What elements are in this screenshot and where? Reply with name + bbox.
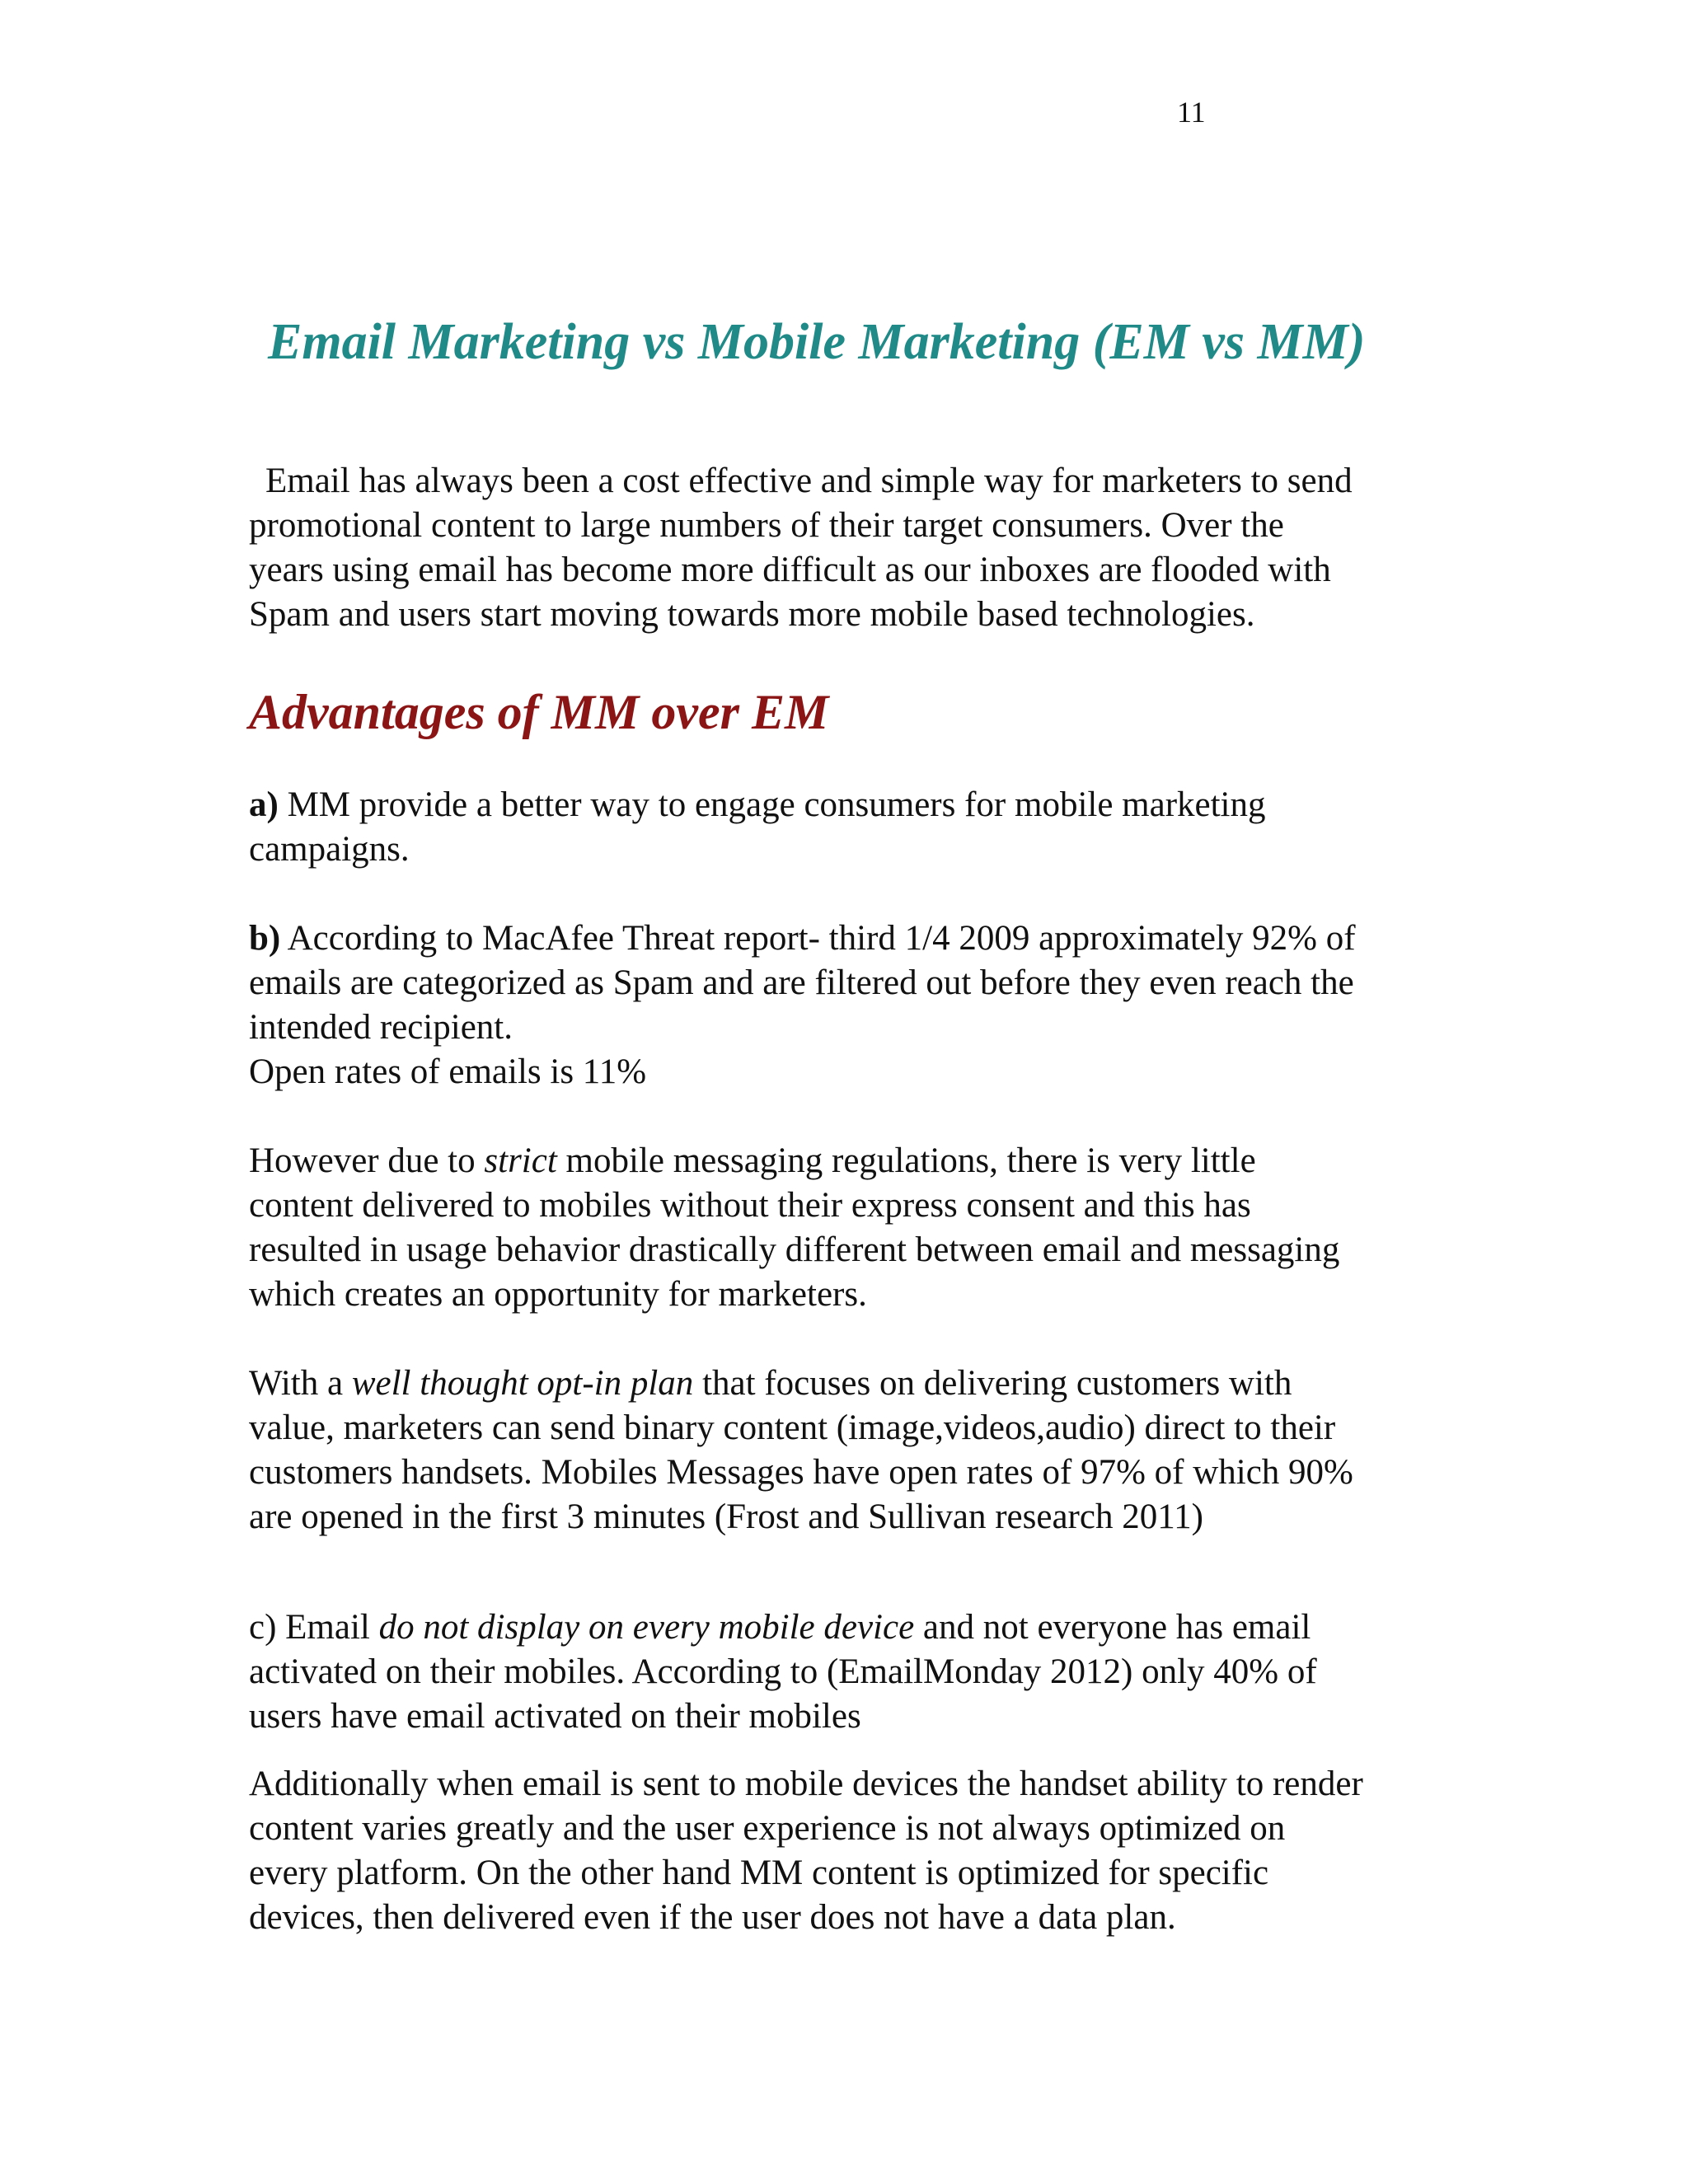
regulations-line (249, 1139, 1452, 1183)
emphasis-display: do not display on every mobile device (378, 1608, 915, 1647)
optin-text: With a (249, 1364, 352, 1403)
page-title: Email Marketing vs Mobile Marketing (EM vs MM) (268, 314, 1366, 370)
optin-line: value, marketers can send binary content (image,videos,audio) direct to their (249, 1408, 1336, 1447)
regulations-line: resulted in usage behavior drastically different between email and messaging (249, 1230, 1340, 1269)
intro-line: Email has always been a cost effective and simple way for marketers to send (265, 462, 1353, 500)
point-a-text: MM provide a better way to engage consumers for mobile marketing (278, 785, 1266, 824)
point-c-line: users have email activated on their mobiles (249, 1697, 861, 1736)
point-c-text: c) Email (249, 1608, 379, 1647)
intro-line: promotional content to large numbers of their target consumers. Over the (249, 506, 1284, 545)
intro-line: years using email has become more difficult as our inboxes are flooded with (249, 551, 1331, 589)
page-number: 11 (1177, 96, 1206, 129)
additionally-line: Additionally when email is sent to mobile devices the handset ability to render (249, 1765, 1363, 1803)
point-a-label: a) (249, 785, 279, 824)
regulations-paragraph (249, 1139, 1452, 1317)
point-c-line (249, 1605, 1452, 1650)
open-rate-line: Open rates of emails is 11% (249, 1052, 647, 1091)
point-b-line (249, 916, 1452, 961)
emphasis-optin-plan: well thought opt-in plan (351, 1364, 694, 1403)
point-b-line: intended recipient. (249, 1008, 513, 1047)
point-a-line (249, 783, 1452, 827)
section-heading: Advantages of MM over EM (249, 685, 829, 739)
intro-paragraph (249, 459, 1452, 637)
point-b-line: emails are categorized as Spam and are filtered out before they even reach the (249, 963, 1354, 1002)
optin-text: that focuses on delivering customers with (693, 1364, 1292, 1403)
optin-line (249, 1361, 1452, 1406)
optin-line: are opened in the first 3 minutes (Frost and Sullivan research 2011) (249, 1497, 1203, 1536)
regulations-line: content delivered to mobiles without their express consent and this has (249, 1186, 1251, 1225)
regulations-text: However due to (249, 1141, 485, 1180)
intro-line: Spam and users start moving towards more mobile based technologies. (249, 595, 1255, 634)
point-b-paragraph (249, 916, 1452, 1094)
optin-paragraph (249, 1361, 1452, 1540)
additionally-paragraph (249, 1762, 1452, 1940)
point-b-label: b) (249, 919, 281, 958)
point-b-text: According to MacAfee Threat report- third 1/4 2009 approximately 92% of (280, 919, 1356, 958)
point-a-paragraph (249, 783, 1452, 872)
additionally-line: content varies greatly and the user experience is not always optimized on (249, 1809, 1286, 1848)
optin-line: customers handsets. Mobiles Messages have open rates of 97% of which 90% (249, 1453, 1353, 1492)
point-c-line: activated on their mobiles. According to (EmailMonday 2012) only 40% of (249, 1652, 1317, 1691)
point-a-line: campaigns. (249, 830, 410, 869)
emphasis-strict: strict (484, 1141, 557, 1180)
point-c-text: and not everyone has email (914, 1608, 1311, 1647)
point-c-paragraph (249, 1605, 1452, 1739)
regulations-line: which creates an opportunity for marketers. (249, 1275, 867, 1314)
regulations-text: mobile messaging regulations, there is very little (556, 1141, 1256, 1180)
additionally-line: every platform. On the other hand MM content is optimized for specific (249, 1854, 1269, 1892)
additionally-line: devices, then delivered even if the user does not have a data plan. (249, 1898, 1176, 1937)
